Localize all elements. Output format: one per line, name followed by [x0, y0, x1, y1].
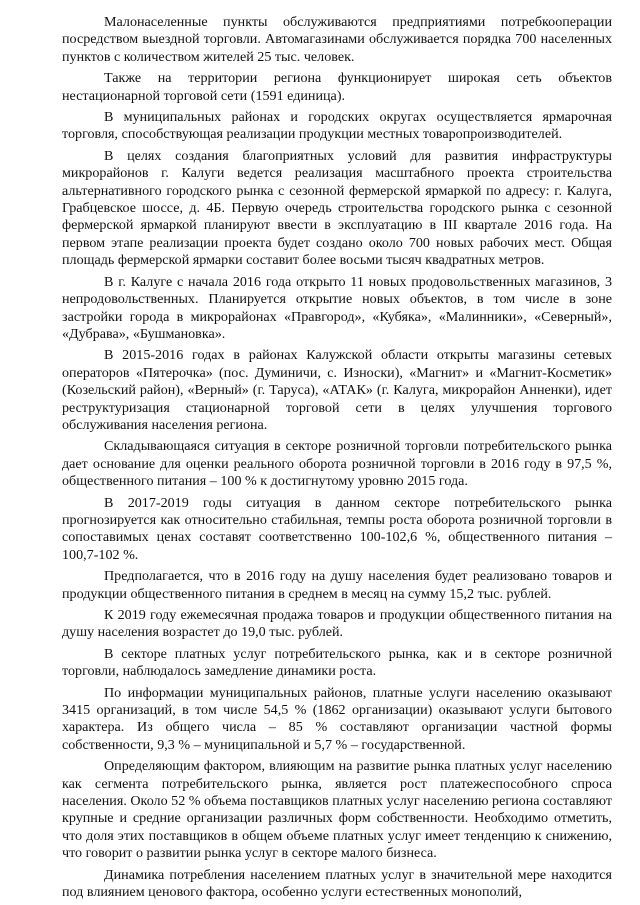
paragraph-kaluga-market-project: В целях создания благоприятных условий для развития инфраструктуры микрорайонов г. Калуги ведется реализация масштабного проекта строительства альтернативного городского рынка с сезонной фермерской ярмаркой по адресу: г. Калуга, Грабцевское шоссе, д. 4Б. Первую очередь строительства городского рынка с сезонной фермерской ярмаркой планируют ввести в эксплуатацию в III квартале 2016 года. На первом этапе реализации проекта будет создано около 700 новых рабочих мест. Общая площадь фермерской ярмарки составит более восьми тысяч квадратных метров. [62, 147, 612, 269]
paragraph-service-organizations: По информации муниципальных районов, платные услуги населению оказывают 3415 организаций, в том числе 54,5 % (1862 организации) оказывают услуги бытового характера. Из общего числа – 85 % составляют организации частной формы собственности, 9,3 % – муниципальной и 5,7 % – государственной. [62, 684, 612, 753]
paragraph-paid-services-slowdown: В секторе платных услуг потребительского рынка, как и в секторе розничной торговли, наблюдалось замедление динамики роста. [62, 645, 612, 680]
paragraph-per-capita-2016: Предполагается, что в 2016 году на душу населения будет реализовано товаров и продукции общественного питания в среднем в месяц на сумму 15,2 тыс. рублей. [62, 568, 612, 602]
paragraph-consumption-dynamics: Динамика потребления населением платных услуг в значительной мере находится под влиянием ценового фактора, особенно услуги естественных монополий, [62, 866, 612, 901]
paragraph-nonstationary-trade: Также на территории региона функционирует широкая сеть объектов нестационарной торговой сети (1591 единица). [62, 70, 612, 104]
paragraph-per-capita-2019: К 2019 году ежемесячная продажа товаров и продукции общественного питания на душу населения возрастет до 19,0 тыс. рублей. [62, 607, 612, 641]
paragraph-defining-factor: Определяющим фактором, влияющим на развитие рынка платных услуг населению как сегмента потребительского рынка, является рост платежеспособного спроса населения. Около 52 % объема поставщиков платных услуг населению региона составляют крупные и средние организации различных форм собственности. Необходимо отметить, что доля этих поставщиков в общем объеме платных услуг имеет тенденцию к снижению, что говорит о развитии рынка услуг в секторе малого бизнеса. [62, 758, 613, 862]
paragraph-forecast-2017-2019: В 2017-2019 годы ситуация в данном секторе потребительского рынка прогнозируется как относительно стабильная, темпы роста оборота розничной торговли в сопоставимых ценах составят соответственно 100-102,6 %, общественного питания – 100,7-102 %. [62, 494, 612, 563]
paragraph-chain-stores: В 2015-2016 годах в районах Калужской области открыты магазины сетевых операторов «Пятерочка» (пос. Думиничи, с. Износки), «Магнит» и «Магнит-Косметик» (Козельский район), «Верный» (г. Таруса), «АТАК» (г. Калуга, микрорайон Анненки), идет реструктуризация стационарной торговой сети в целях улучшения торгового обслуживания населения региона. [62, 347, 612, 433]
paragraph-fair-trade: В муниципальных районах и городских округах осуществляется ярмарочная торговля, способствующая реализации продукции местных товаропроизводителей. [62, 109, 612, 143]
paragraph-kaluga-new-stores: В г. Калуге с начала 2016 года открыто 11 новых продовольственных магазинов, 3 непродовольственных. Планируется открытие новых объектов, в том числе в зоне застройки города в микрорайонах «Правгород», «Кубяка», «Малинники», «Северный», «Дубрава», «Бушмановка». [62, 273, 612, 342]
paragraph-mobile-trade: Малонаселенные пункты обслуживаются предприятиями потребкооперации посредством выездной торговли. Автомагазинами обслуживается порядка 700 населенных пунктов с количеством жителей 25 тыс. человек. [62, 14, 612, 65]
paragraph-retail-turnover-2016: Складывающаяся ситуация в секторе розничной торговли потребительского рынка дает основание для оценки реального оборота розничной торговли в 2016 году в 97,5 %, общественного питания – 100 % к достигнутому уровню 2015 года. [62, 438, 612, 490]
